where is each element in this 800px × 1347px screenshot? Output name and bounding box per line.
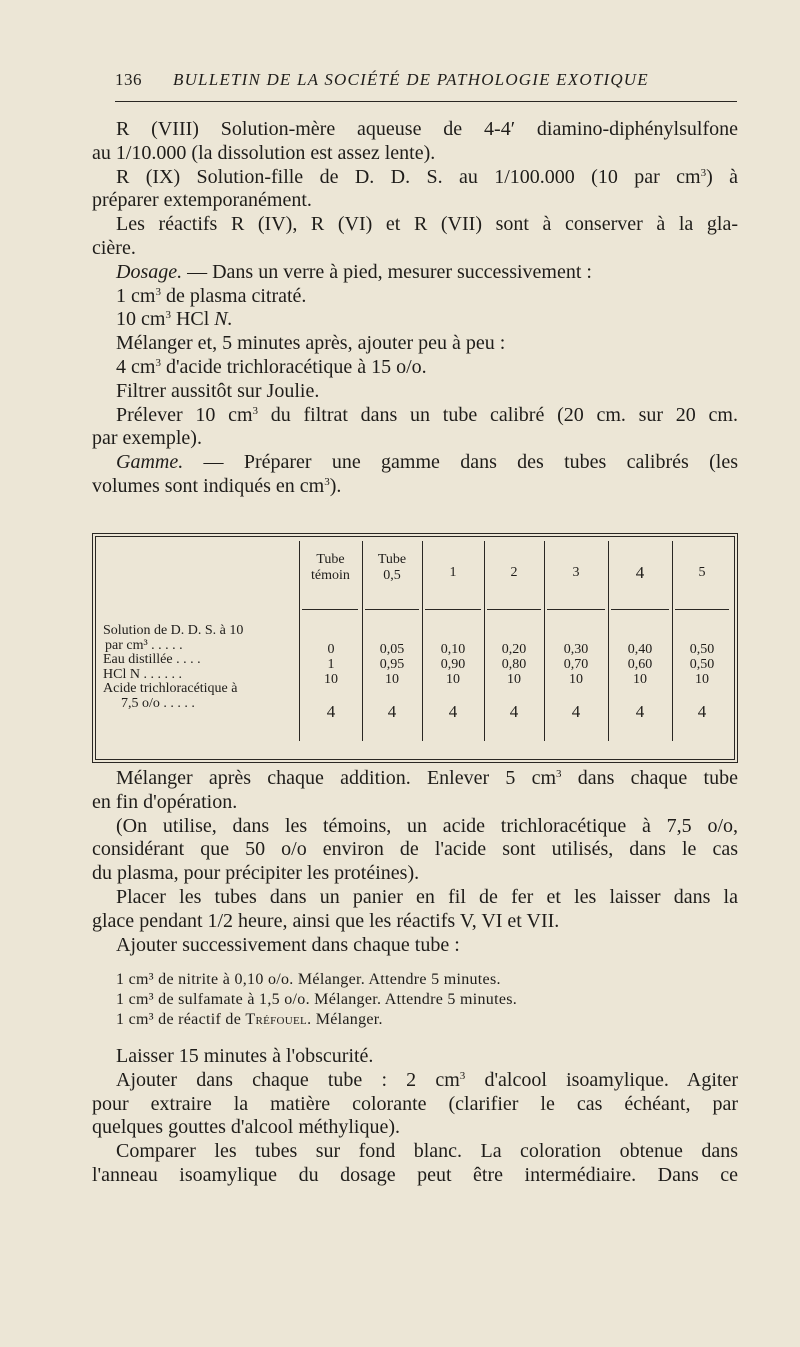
header-underline bbox=[547, 609, 605, 610]
table-cell: 10 bbox=[569, 672, 583, 687]
header-rule bbox=[115, 101, 737, 102]
table-cell: 0,95 bbox=[379, 657, 405, 672]
table-cell: 10 bbox=[385, 672, 399, 687]
running-header bbox=[115, 70, 737, 96]
column-header: Tube 0,5 bbox=[377, 552, 407, 583]
table-cell: 4 bbox=[387, 702, 397, 721]
column-header: 4 bbox=[635, 563, 645, 582]
paragraph: 1 $cm^3$ de plasma citraté. bbox=[116, 284, 307, 307]
table-cell: 10 bbox=[324, 672, 338, 687]
table-cell: 4 bbox=[635, 702, 645, 721]
table-cell: 0,80 bbox=[501, 657, 527, 672]
column-header: 5 bbox=[698, 565, 706, 580]
table-cell: 10 bbox=[633, 672, 647, 687]
table-cell: 10 bbox=[695, 672, 709, 687]
table-cell: 0,50 bbox=[689, 657, 715, 672]
paragraph: au 1/10.000 (la dissolution est assez lente). bbox=[92, 141, 436, 164]
dilution-table bbox=[92, 533, 738, 763]
paragraph: l'anneau isoamylique du dosage peut être intermédiaire. Dans ce bbox=[92, 1163, 738, 1186]
paragraph: 10 $cm^3$ HCl N. bbox=[116, 308, 233, 331]
header-underline bbox=[675, 609, 729, 610]
table-cell: 0,10 bbox=[440, 642, 466, 657]
column-header: 2 bbox=[510, 565, 518, 580]
paragraph: en fin d'opération. bbox=[92, 790, 238, 813]
table-cell: 0,50 bbox=[689, 642, 715, 657]
paragraph: glace pendant 1/2 heure, ainsi que les réactifs V, VI et VII. bbox=[92, 909, 560, 932]
paragraph: quelques gouttes d'alcool méthylique). bbox=[92, 1116, 400, 1139]
paragraph: du plasma, pour précipiter les protéines). bbox=[92, 862, 420, 885]
header-underline bbox=[611, 609, 669, 610]
paragraph: Les réactifs R (IV), R (VI) et R (VII) sont à conserver à la gla- bbox=[116, 213, 738, 236]
paragraph: préparer extemporanément. bbox=[92, 189, 312, 212]
body-text-bottom bbox=[92, 767, 738, 957]
paragraph: Mélanger après chaque addition. Enlever 5 $cm^3$ dans chaque tube bbox=[116, 767, 738, 789]
table-cell: 10 bbox=[446, 672, 460, 687]
page-number: 136 bbox=[115, 70, 142, 89]
table-cell: 0,40 bbox=[627, 642, 653, 657]
paragraph: Comparer les tubes sur fond blanc. La coloration obtenue dans bbox=[116, 1140, 738, 1163]
table-cell: 4 bbox=[448, 702, 458, 721]
table-cell: 0,70 bbox=[563, 657, 589, 672]
running-title: BULLETIN DE LA SOCIÉTÉ DE PATHOLOGIE EXOTIQUE bbox=[173, 70, 649, 89]
table-cell: 4 bbox=[509, 702, 519, 721]
paragraph: Ajouter successivement dans chaque tube : bbox=[116, 933, 460, 956]
paragraph: Gamme. — Préparer une gamme dans des tubes calibrés (les bbox=[116, 451, 738, 474]
section-label: Gamme. bbox=[116, 451, 184, 474]
table-cell: 0 bbox=[327, 642, 335, 657]
row-label: Acide trichloracétique à bbox=[103, 681, 238, 696]
header-underline bbox=[365, 609, 419, 610]
body-text-top bbox=[92, 118, 738, 499]
paragraph: Prélever 10 $cm^3$ du filtrat dans un tube calibré (20 cm. sur 20 cm. bbox=[116, 403, 738, 426]
column-header: 1 bbox=[449, 565, 457, 580]
body-text-end bbox=[92, 1045, 738, 1188]
paragraph: cière. bbox=[92, 236, 136, 259]
paragraph: R (VIII) Solution-mère aqueuse de 4-4′ diamino-diphénylsulfone bbox=[116, 118, 738, 140]
header-underline bbox=[302, 609, 358, 610]
row-label: Solution de D. D. S. à 10 bbox=[103, 623, 244, 638]
header-underline bbox=[487, 609, 541, 610]
paragraph: Laisser 15 minutes à l'obscurité. bbox=[116, 1045, 374, 1067]
column-header: Tube témoin bbox=[311, 552, 350, 583]
table-cell: 4 bbox=[571, 702, 581, 721]
paragraph: Mélanger et, 5 minutes après, ajouter peu à peu : bbox=[116, 332, 506, 355]
paragraph: pour extraire la matière colorante (clarifier le cas échéant, par bbox=[92, 1092, 738, 1115]
list-item: 1 cm³ de sulfamate à 1,5 o/o. Mélanger. Attendre 5 minutes. bbox=[116, 991, 518, 1008]
table-cell: 0,05 bbox=[379, 642, 405, 657]
table-cell: 0,30 bbox=[563, 642, 589, 657]
table-cell: 1 bbox=[327, 657, 335, 672]
table-cell: 4 bbox=[697, 702, 707, 721]
section-label: Dosage. bbox=[116, 260, 183, 283]
list-item: 1 cm³ de nitrite à 0,10 o/o. Mélanger. Attendre 5 minutes. bbox=[116, 971, 501, 988]
paragraph: R (IX) Solution-fille de D. D. S. au 1/100.000 (10 par $cm^3$) à bbox=[116, 165, 738, 188]
paragraph: par exemple). bbox=[92, 427, 202, 450]
paragraph: Placer les tubes dans un panier en fil de fer et les laisser dans la bbox=[116, 885, 738, 908]
paragraph: Filtrer aussitôt sur Joulie. bbox=[116, 379, 320, 402]
table-cell: 4 bbox=[326, 702, 336, 721]
table-cell: 0,60 bbox=[627, 657, 653, 672]
table-cell: 10 bbox=[507, 672, 521, 687]
paragraph: (On utilise, dans les témoins, un acide trichloracétique à 7,5 o/o, bbox=[116, 814, 738, 837]
table-cell: 0,90 bbox=[440, 657, 466, 672]
paragraph: Dosage. — Dans un verre à pied, mesurer successivement : bbox=[116, 260, 592, 283]
table-cell: 0,20 bbox=[501, 642, 527, 657]
list-item: 1 cm³ de réactif de Tréfouel. Mélanger. bbox=[116, 1011, 383, 1028]
row-label: HCl N . . . . . . bbox=[103, 666, 182, 682]
row-label: Eau distillée . . . . bbox=[103, 652, 201, 667]
row-label: par cm³ . . . . . bbox=[105, 637, 183, 653]
column-header: 3 bbox=[572, 565, 580, 580]
row-label: 7,5 o/o . . . . . bbox=[121, 695, 195, 711]
reagent-list bbox=[116, 970, 736, 1030]
paragraph: considérant que 50 o/o environ de l'acide sont utilisés, dans le cas bbox=[92, 838, 738, 861]
header-underline bbox=[425, 609, 481, 610]
paragraph: volumes sont indiqués en $cm^3$). bbox=[92, 474, 342, 497]
paragraph: Ajouter dans chaque tube : 2 $cm^3$ d'alcool isoamylique. Agiter bbox=[116, 1068, 738, 1091]
paragraph: 4 $cm^3$ d'acide trichloracétique à 15 o/o. bbox=[116, 355, 427, 378]
row-labels bbox=[103, 624, 298, 711]
